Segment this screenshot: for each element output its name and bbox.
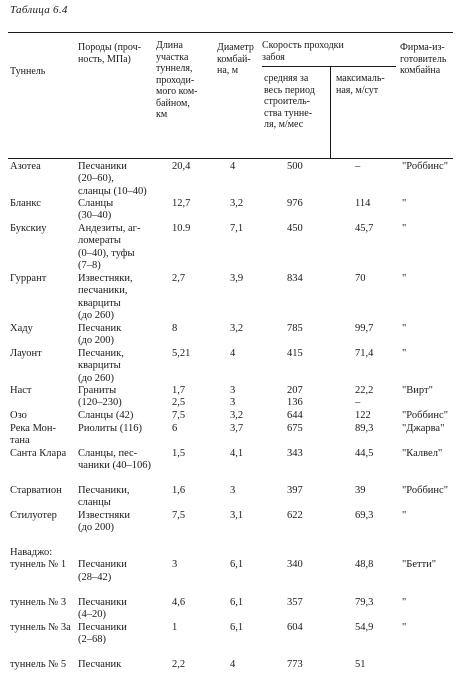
cell-avg: 343 (287, 448, 303, 459)
cell-rock: (4–20) (78, 609, 106, 621)
cell-tunnel: Наст (10, 385, 32, 396)
cell-diameter: 3 (230, 397, 236, 409)
cell-tunnel: Бланкс (10, 198, 41, 209)
cell-rock: Песчаники (78, 597, 127, 608)
cell-avg: 397 (287, 485, 303, 496)
header-length-line: км (156, 109, 168, 120)
header-diameter (217, 42, 254, 77)
header-rock-line: Породы (проч- (78, 42, 142, 53)
cell-rock: Известняки, (78, 273, 133, 284)
cell-firm: "Роббинс" (402, 161, 448, 172)
cell-avg: 976 (287, 198, 303, 209)
cell-firm: " (402, 622, 407, 633)
cell-diameter: 3 (230, 485, 236, 496)
cell-length: 2,7 (172, 273, 186, 284)
header-avg (264, 73, 315, 131)
header-firm (400, 42, 446, 77)
header-firm-line: Фирма-из- (400, 42, 445, 53)
cell-diameter: 7,1 (230, 223, 244, 234)
cell-max: 122 (355, 410, 371, 421)
cell-rock: (120–230) (78, 397, 122, 409)
cell-length: 7,5 (172, 510, 186, 521)
header-avg-line: ля, м/мес (264, 119, 304, 130)
cell-length: 2,2 (172, 659, 186, 670)
cell-avg: 136 (287, 397, 303, 409)
cell-max: – (355, 161, 361, 172)
cell-max: 39 (355, 485, 366, 496)
cell-firm: " (402, 198, 407, 209)
header-length-line: проходи- (156, 74, 195, 86)
cell-diameter: 3,2 (230, 410, 244, 421)
cell-max: 89,3 (355, 423, 374, 434)
cell-avg: 644 (287, 410, 303, 421)
cell-rock: (30–40) (78, 210, 112, 222)
cell-tunnel: Старватион (10, 485, 62, 496)
cell-rock: (до 260) (78, 309, 114, 321)
cell-max: 69,3 (355, 510, 374, 521)
cell-length: 12,7 (172, 198, 191, 209)
cell-tunnel: Озо (10, 410, 27, 421)
cell-rock: Песчаники (78, 161, 127, 172)
header-speed-line: Скорость проходки (262, 40, 344, 51)
cell-max: 45,7 (355, 223, 374, 234)
cell-diameter: 4,1 (230, 448, 244, 459)
cell-tunnel: туннель № 5 (10, 659, 67, 670)
cell-rock: (20–60), (78, 173, 114, 185)
header-diameter-line: на, м (217, 65, 239, 76)
cell-max: 71,4 (355, 348, 374, 359)
cell-length: 1,5 (172, 448, 186, 459)
cell-avg: 773 (287, 659, 303, 670)
cell-rock: кварциты (78, 297, 121, 309)
cell-rock: Граниты (78, 385, 117, 396)
cell-rock: кварциты (78, 360, 121, 372)
cell-diameter: 4 (230, 161, 236, 172)
table-caption: Таблица 6.4 (10, 4, 68, 16)
header-diameter-line: комбай- (217, 53, 251, 65)
cell-rock: (7–8) (78, 259, 101, 271)
header-rock (78, 42, 141, 65)
cell-avg: 450 (287, 223, 303, 234)
header-max-line: максималь- (336, 73, 385, 84)
cell-rock: (до 200) (78, 335, 114, 347)
header-length-line: Длина (156, 40, 183, 51)
cell-length: 4,6 (172, 597, 186, 608)
header-speed-divider (330, 66, 331, 158)
header-avg-line: средняя за (264, 73, 309, 84)
cell-rock: (до 200) (78, 522, 114, 534)
cell-avg: 622 (287, 510, 303, 521)
cell-rock: Сланцы (42) (78, 410, 134, 421)
cell-length: 6 (172, 423, 178, 434)
header-avg-line: строитель- (264, 96, 310, 107)
cell-diameter: 3,2 (230, 323, 244, 334)
cell-tunnel: Гуррант (10, 273, 47, 284)
header-length-line: мого ком- (156, 86, 198, 97)
header-firm-line: комбайна (400, 65, 441, 76)
cell-diameter: 4 (230, 659, 236, 670)
cell-rock: (28–42) (78, 571, 112, 583)
cell-tunnel: тана (10, 435, 30, 447)
cell-tunnel: туннель № 1 (10, 559, 67, 571)
cell-diameter: 6,1 (230, 559, 244, 571)
cell-rock: сланцы (10–40) (78, 185, 147, 197)
cell-max: 22,2 (355, 385, 374, 396)
cell-diameter: 3,9 (230, 273, 244, 284)
header-speed (262, 40, 344, 63)
cell-firm: "Вирт" (402, 385, 433, 396)
cell-tunnel: Санта Клара (10, 448, 67, 459)
cell-firm: " (402, 510, 407, 521)
header-max-line: ная, м/сут (336, 84, 379, 96)
header-length (156, 40, 198, 121)
table-top-rule (8, 32, 453, 33)
cell-rock: Песчаник, (78, 348, 124, 359)
cell-length: 2,5 (172, 397, 186, 409)
cell-rock: Песчаники (78, 559, 127, 571)
cell-firm: "Калвел" (402, 448, 443, 459)
cell-diameter: 4 (230, 348, 236, 359)
cell-avg: 207 (287, 385, 303, 396)
cell-avg: 415 (287, 348, 303, 359)
header-rock-line: ность, МПа) (78, 53, 131, 65)
cell-avg: 500 (287, 161, 303, 172)
header-speed-underline (262, 66, 396, 67)
header-avg-line: весь период (264, 84, 315, 96)
cell-max: 79,3 (355, 597, 374, 608)
cell-rock: Песчаник (78, 659, 122, 670)
header-avg-line: ства тунне- (264, 107, 313, 119)
cell-rock: Песчаник (78, 323, 122, 334)
cell-rock: Известняки (78, 510, 130, 521)
cell-length: 3 (172, 559, 178, 571)
cell-rock: песчаники, (78, 285, 128, 297)
header-max (336, 73, 385, 96)
cell-tunnel: Хаду (10, 323, 33, 334)
header-speed-line: забоя (262, 51, 285, 63)
cell-length: 1,6 (172, 485, 186, 496)
cell-diameter: 3,7 (230, 423, 244, 434)
cell-rock: чаники (40–106) (78, 460, 152, 472)
header-tunnel: Туннель (10, 66, 46, 77)
cell-rock: Песчаники, (78, 485, 130, 496)
cell-tunnel: Азотеа (10, 161, 41, 172)
header-diameter-line: Диаметр (217, 42, 254, 53)
cell-rock: ломераты (78, 235, 121, 247)
cell-rock: Риолиты (116) (78, 423, 143, 434)
cell-diameter: 3,1 (230, 510, 244, 521)
cell-avg: 357 (287, 597, 303, 608)
cell-firm: "Роббинс" (402, 410, 448, 421)
cell-tunnel: Наваджо: (10, 547, 53, 558)
cell-avg: 604 (287, 622, 303, 633)
cell-max: 54,9 (355, 622, 374, 633)
cell-diameter: 3 (230, 385, 236, 396)
cell-max: 70 (355, 273, 366, 284)
cell-tunnel: Стилуотер (10, 510, 57, 521)
cell-max: 114 (355, 198, 371, 209)
cell-tunnel: Букскиу (10, 223, 47, 234)
cell-tunnel: Лауонт (10, 348, 42, 359)
cell-avg: 785 (287, 323, 303, 334)
cell-rock: (2–68) (78, 634, 106, 646)
cell-firm: "Джарва" (402, 423, 445, 434)
cell-length: 5,21 (172, 348, 191, 359)
cell-avg: 340 (287, 559, 303, 571)
cell-length: 1,7 (172, 385, 186, 396)
cell-tunnel: Река Мон- (10, 423, 57, 434)
cell-max: – (355, 397, 361, 409)
cell-firm: " (402, 223, 407, 234)
cell-length: 1 (172, 622, 178, 633)
cell-firm: "Бетти" (402, 559, 437, 571)
header-length-line: байном, (156, 97, 190, 109)
cell-firm: " (402, 323, 407, 334)
cell-rock: Сланцы, пес- (78, 448, 138, 459)
cell-avg: 675 (287, 423, 303, 434)
cell-rock: Сланцы (78, 198, 114, 209)
cell-rock: сланцы (78, 497, 111, 509)
cell-max: 51 (355, 659, 366, 670)
cell-rock: (до 260) (78, 372, 114, 384)
cell-max: 48,8 (355, 559, 374, 571)
cell-max: 44,5 (355, 448, 374, 459)
cell-length: 10.9 (172, 223, 191, 234)
cell-diameter: 6,1 (230, 622, 244, 633)
cell-length: 7,5 (172, 410, 186, 421)
header-length-line: участка (156, 51, 189, 63)
cell-avg: 834 (287, 273, 303, 284)
cell-max: 99,7 (355, 323, 374, 334)
cell-length: 20,4 (172, 161, 191, 172)
cell-rock: Песчаники (78, 622, 127, 633)
header-length-line: туннеля, (156, 63, 193, 74)
cell-rock: (0–40), туфы (78, 247, 135, 259)
cell-firm: " (402, 273, 407, 284)
cell-diameter: 6,1 (230, 597, 244, 608)
cell-length: 8 (172, 323, 178, 334)
header-firm-line: готовитель (400, 53, 447, 65)
cell-diameter: 3,2 (230, 198, 244, 209)
cell-rock: Андезиты, аг- (78, 223, 141, 234)
cell-firm: "Роббинс" (402, 485, 448, 496)
cell-tunnel: туннель № 3а (10, 622, 71, 633)
cell-firm: " (402, 597, 407, 608)
cell-firm: " (402, 348, 407, 359)
header-bottom-rule (8, 158, 453, 159)
cell-tunnel: туннель № 3 (10, 597, 67, 608)
